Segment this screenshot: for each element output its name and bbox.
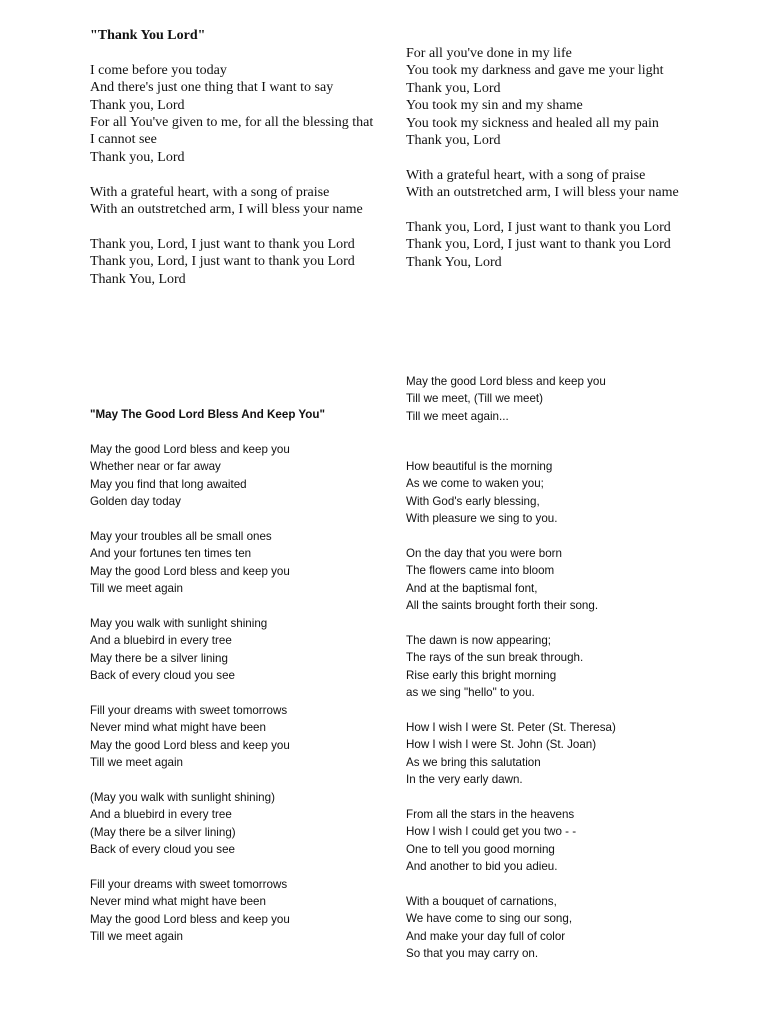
lyric-line: Thank you, Lord (406, 133, 501, 149)
song3-stanza-6 (406, 893, 706, 963)
song1-stanza-1 (90, 62, 380, 166)
lyric-line: How beautiful is the morning (406, 460, 553, 473)
lyric-line: And there's just one thing that I want to say (90, 80, 334, 96)
lyric-line: Till we meet, (Till we meet) (406, 392, 543, 406)
lyric-line: May there be a silver lining (90, 651, 228, 665)
lyric-line: Thank you, Lord, I just want to thank you Lord (90, 254, 355, 270)
lyric-line: On the day that you were born (406, 547, 562, 561)
lyric-line: With an outstretched arm, I will bless your name (90, 202, 363, 218)
lyric-line: All the saints brought forth their song. (406, 599, 599, 613)
lyric-line: How I wish I were St. Peter (St. Theresa) (406, 721, 616, 735)
lyric-line: Till we meet again... (406, 409, 509, 423)
lyric-line: From all the stars in the heavens (406, 808, 575, 822)
lyric-line: May the good Lord bless and keep you (90, 738, 290, 752)
song1-stanza-3 (90, 236, 380, 288)
song2-block (90, 406, 380, 946)
lyric-line: Thank You, Lord (90, 271, 186, 287)
lyric-line: Golden day today (90, 495, 181, 509)
lyric-line: And another to bid you adieu. (406, 860, 558, 874)
lyric-line: May the good Lord bless and keep you (90, 564, 290, 578)
lyric-line: Thank You, Lord (406, 254, 502, 270)
song2-stanza-1 (90, 441, 380, 511)
lyric-line: May your troubles all be small ones (90, 529, 272, 543)
song3-stanza-4 (406, 719, 706, 789)
lyric-line: I come before you today (90, 62, 227, 78)
lyric-line: May you walk with sunlight shining (90, 616, 268, 630)
song2-stanza-4 (90, 702, 380, 772)
lyric-line: For all you've done in my life (406, 46, 572, 61)
lyric-line: May the good Lord bless and keep you (90, 442, 290, 456)
lyric-line: Back of every cloud you see (90, 843, 236, 857)
song1-block (90, 27, 380, 288)
lyric-line: The flowers came into bloom (406, 564, 555, 578)
lyric-line: And a bluebird in every tree (90, 634, 232, 648)
lyric-line: Till we meet again (90, 756, 184, 770)
lyric-line: I cannot see (90, 132, 157, 148)
lyric-line: (May there be a silver lining) (90, 825, 236, 839)
lyric-line: How I wish I were St. John (St. Joan) (406, 738, 597, 752)
song2-stanza-5 (90, 789, 380, 859)
lyric-line: You took my darkness and gave me your light (406, 63, 664, 79)
lyric-line: Thank you, Lord (90, 149, 185, 165)
song2-title: "May The Good Lord Bless And Keep You" (90, 408, 325, 421)
lyric-line: With a grateful heart, with a song of praise (90, 184, 330, 200)
song3-stanza-2 (406, 545, 706, 615)
lyric-line: And a bluebird in every tree (90, 808, 232, 822)
song2-stanza-3 (90, 615, 380, 685)
lyric-line: You took my sin and my shame (406, 98, 583, 114)
song2-stanza-7 (406, 373, 706, 425)
lyric-line: Never mind what might have been (90, 721, 266, 735)
lyric-line: With pleasure we sing to you. (406, 512, 558, 526)
lyric-line: Fill your dreams with sweet tomorrows (90, 703, 288, 717)
lyric-line: Thank you, Lord, I just want to thank you Lord (90, 236, 355, 252)
song3-block (406, 458, 706, 963)
lyric-line: And at the baptismal font, (406, 581, 538, 595)
lyric-line: We have come to sing our song, (406, 912, 573, 926)
lyric-line: as we sing "hello" to you. (406, 686, 535, 700)
song1-stanza-4 (406, 45, 706, 149)
lyric-line: May the good Lord bless and keep you (90, 912, 290, 926)
lyric-line: With an outstretched arm, I will bless your name (406, 185, 679, 201)
lyric-line: Till we meet again (90, 582, 184, 596)
lyric-line: May the good Lord bless and keep you (406, 375, 606, 388)
lyric-line: Thank you, Lord, I just want to thank you Lord (406, 220, 671, 236)
lyric-line: And your fortunes ten times ten (90, 547, 252, 561)
lyric-line: One to tell you good morning (406, 842, 555, 856)
song1-stanza-5 (406, 167, 706, 202)
lyric-line: With God's early blessing, (406, 494, 540, 508)
lyric-line: For all You've given to me, for all the blessing that (90, 115, 374, 131)
lyric-line: With a bouquet of carnations, (406, 895, 557, 909)
song1-stanza-2 (90, 184, 380, 219)
song1-continued-block (406, 45, 706, 271)
lyric-line: And make your day full of color (406, 929, 566, 943)
lyric-line: Rise early this bright morning (406, 668, 557, 682)
lyric-line: As we bring this salutation (406, 755, 541, 769)
lyric-line: The dawn is now appearing; (406, 634, 552, 648)
lyric-line: Never mind what might have been (90, 895, 266, 909)
song2-stanza-6 (90, 876, 380, 946)
lyric-line: In the very early dawn. (406, 773, 523, 787)
lyric-line: May you find that long awaited (90, 477, 247, 491)
lyric-line: Thank you, Lord, I just want to thank you Lord (406, 237, 671, 253)
lyric-line: You took my sickness and healed all my pain (406, 115, 659, 131)
song2-stanza-2 (90, 528, 380, 598)
song1-title: "Thank You Lord" (90, 28, 206, 43)
lyric-line: So that you may carry on. (406, 947, 539, 961)
lyric-line: Whether near or far away (90, 460, 221, 474)
song3-stanza-1 (406, 458, 706, 528)
lyric-line: Till we meet again (90, 930, 184, 944)
lyric-line: Back of every cloud you see (90, 669, 236, 683)
lyric-line: With a grateful heart, with a song of praise (406, 167, 646, 183)
lyric-line: Thank you, Lord (90, 97, 185, 113)
song3-stanza-3 (406, 632, 706, 702)
lyric-line: Thank you, Lord (406, 80, 501, 96)
lyric-line: The rays of the sun break through. (406, 651, 584, 665)
lyric-line: How I wish I could get you two - - (406, 825, 577, 839)
song2-continued-block (406, 373, 706, 425)
song3-stanza-5 (406, 806, 706, 876)
lyric-line: Fill your dreams with sweet tomorrows (90, 877, 288, 891)
lyric-line: As we come to waken you; (406, 477, 544, 491)
song1-stanza-6 (406, 219, 706, 271)
lyric-line: (May you walk with sunlight shining) (90, 790, 275, 804)
